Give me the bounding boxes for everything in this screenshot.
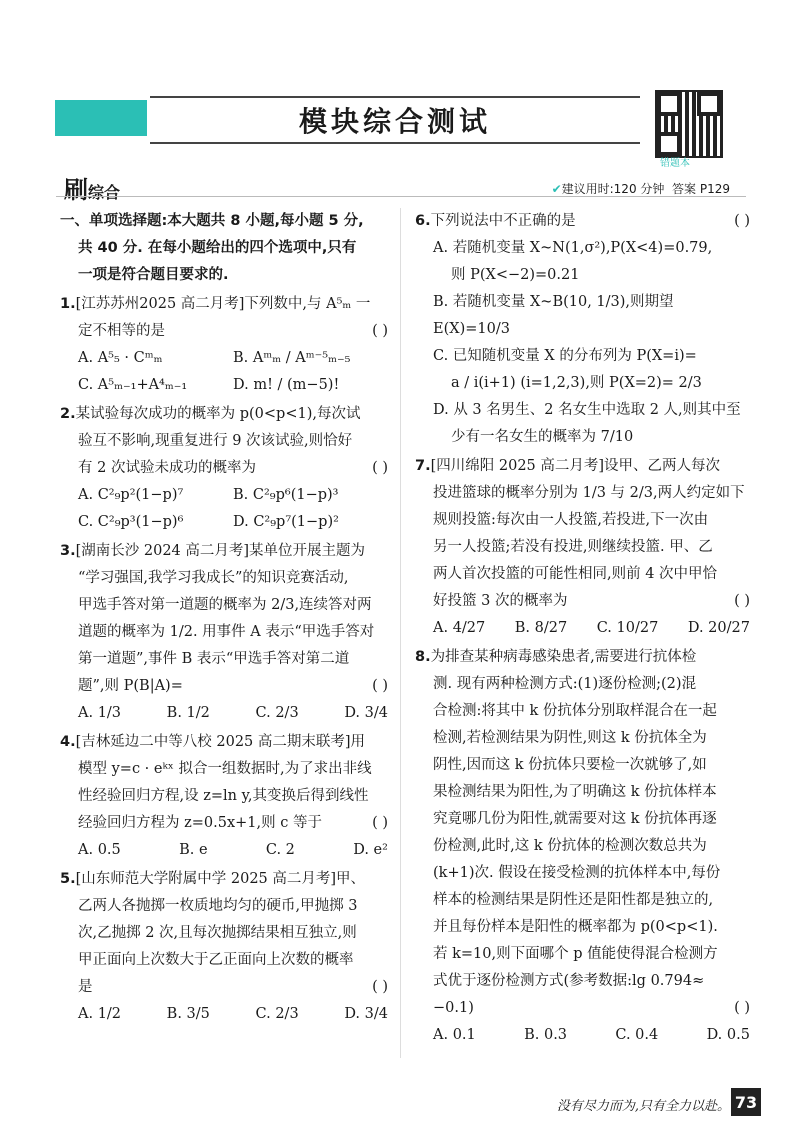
qr-corner: [657, 132, 681, 156]
option: A. A⁵₅ · Cᵐₘ: [78, 350, 163, 366]
question-text: 样本的检测结果是阴性还是阳性都是独立的,: [433, 892, 714, 908]
time-hint: [552, 180, 730, 197]
page-title-box: [150, 96, 640, 144]
option: C. 0.4: [615, 1027, 659, 1043]
option: D. e²: [353, 842, 388, 858]
question-text: 模型 y=c · eᵏˣ 拟合一组数据时,为了求出非线: [78, 761, 372, 777]
question-text: 甲选手答对第一道题的概率为 2/3,连续答对两: [78, 597, 372, 613]
question-text: −0.1): [433, 1000, 474, 1016]
question-text: 份检测,此时,这 k 份抗体的检测次数总共为: [433, 838, 707, 854]
option: A. 1/3: [78, 705, 122, 721]
question-text: (k+1)次. 假设在接受检测的抗体样本中,每份: [433, 865, 721, 881]
question-number: 1.: [60, 296, 76, 312]
qr-label: 错题本: [660, 158, 690, 169]
answer-blank: ( ): [734, 1000, 750, 1016]
title-accent-bar: [55, 100, 147, 136]
question-number: 7.: [415, 458, 431, 474]
divider: [56, 196, 746, 197]
page-number: 73: [731, 1088, 761, 1116]
question-text: 性经验回归方程,设 z=ln y,其变换后得到线性: [78, 788, 369, 804]
answer-blank: ( ): [372, 979, 388, 995]
option: a / i(i+1) (i=1,2,3),则 P(X=2)= 2/3: [451, 375, 702, 391]
option: 则 P(X<−2)=0.21: [451, 267, 580, 283]
qr-corner: [657, 92, 681, 116]
option: C. 2/3: [255, 705, 299, 721]
question-text: 道题的概率为 1/2. 用事件 A 表示“甲选手答对: [78, 624, 375, 640]
option: D. 20/27: [687, 620, 750, 636]
question-7: [415, 453, 750, 642]
page-title: 模块综合测试: [298, 105, 491, 138]
option: D. 3/4: [344, 1006, 388, 1022]
question-text: 第一道题”,事件 B 表示“甲选手答对第二道: [78, 651, 350, 667]
option: C. C²₉p³(1−p)⁶: [78, 514, 184, 530]
qr-corner: [697, 92, 721, 116]
question-text: 另一人投篮;若没有投进,则继续投篮. 甲、乙: [433, 539, 713, 555]
option: D. m! / (m−5)!: [233, 377, 340, 393]
question-6: [415, 208, 750, 451]
answer-blank: ( ): [372, 678, 388, 694]
question-text: [山东师范大学附属中学 2025 高二月考]甲、: [75, 871, 366, 887]
option: B. C²₉p⁶(1−p)³: [233, 487, 339, 503]
part-line: 一项是符合题目要求的.: [78, 267, 229, 283]
option: C. 已知随机变量 X 的分布列为 P(X=i)=: [433, 348, 697, 364]
check-icon: ✔: [551, 182, 562, 196]
option: A. 0.1: [433, 1027, 476, 1043]
question-text: 验互不影响,现重复进行 9 次该试验,则恰好: [78, 433, 353, 449]
question-text: [吉林延边二中等八校 2025 高二期末联考]用: [75, 734, 366, 750]
answer-blank: ( ): [372, 815, 388, 831]
option: B. 0.3: [524, 1027, 568, 1043]
option: C. A⁵ₘ₋₁+A⁴ₘ₋₁: [78, 377, 188, 393]
question-text: 规则投篮:每次由一人投篮,若投进,下一次由: [433, 512, 709, 528]
question-text: [四川绵阳 2025 高二月考]设甲、乙两人每次: [430, 458, 721, 474]
question-text: 阴性,因而这 k 份抗体只要检一次就够了,如: [433, 757, 707, 773]
option: A. C²₉p²(1−p)⁷: [78, 487, 184, 503]
question-number: 8.: [415, 649, 431, 665]
answer-ref: 答案 P129: [672, 182, 730, 196]
question-number: 5.: [60, 871, 76, 887]
question-text: 是: [78, 979, 93, 995]
question-text: [江苏苏州2025 高二月考]下列数中,与 A⁵ₘ 一: [75, 296, 371, 312]
question-text: 为排查某种病毒感染患者,需要进行抗体检: [430, 649, 697, 665]
answer-blank: ( ): [734, 213, 750, 229]
option: B. 8/27: [514, 620, 568, 636]
option: D. 从 3 名男生、2 名女生中选取 2 人,则其中至: [433, 402, 741, 418]
question-text: [湖南长沙 2024 高二月考]某单位开展主题为: [75, 543, 366, 559]
question-8: [415, 644, 750, 1049]
footer-motto: 没有尽力而为,只有全力以赴。: [556, 1099, 730, 1114]
option: A. 1/2: [78, 1006, 122, 1022]
question-text: 次,乙抛掷 2 次,且每次抛掷结果相互独立,则: [78, 925, 357, 941]
question-4: [60, 729, 388, 864]
option: B. Aᵐₘ / Aᵐ⁻⁵ₘ₋₅: [233, 350, 351, 366]
question-1: [60, 291, 388, 399]
column-divider: [400, 208, 401, 1058]
option: C. 10/27: [596, 620, 659, 636]
question-text: 有 2 次试验未成功的概率为: [78, 460, 256, 476]
question-text: 合检测:将其中 k 份抗体分别取样混合在一起: [433, 703, 717, 719]
time-text: 建议用时:120 分钟: [561, 182, 665, 196]
option: A. 若随机变量 X~N(1,σ²),P(X<4)=0.79,: [433, 240, 713, 256]
option: 少有一名女生的概率为 7/10: [451, 429, 634, 445]
question-text: 检测,若检测结果为阴性,则这 k 份抗体全为: [433, 730, 707, 746]
question-text: 究竟哪几份为阳性,就需要对这 k 份抗体再逐: [433, 811, 717, 827]
question-text: 两人首次投篮的可能性相同,则前 4 次中甲恰: [433, 566, 718, 582]
option: C. 2/3: [255, 1006, 299, 1022]
question-text: 乙两人各抛掷一枚质地均匀的硬币,甲抛掷 3: [78, 898, 358, 914]
question-text: 下列说法中不正确的是: [430, 213, 576, 229]
qr-code[interactable]: [655, 90, 723, 158]
option: B. 3/5: [166, 1006, 210, 1022]
question-text: 题”,则 P(B|A)=: [78, 678, 183, 694]
section-label: 综合: [88, 183, 121, 202]
option: B. e: [179, 842, 208, 858]
question-text: 定不相等的是: [78, 323, 165, 339]
part-line: 共 40 分. 在每小题给出的四个选项中,只有: [78, 240, 357, 256]
question-text: 投进篮球的概率分别为 1/3 与 2/3,两人约定如下: [433, 485, 745, 501]
question-text: 测. 现有两种检测方式:(1)逐份检测;(2)混: [433, 676, 697, 692]
question-2: [60, 401, 388, 536]
section-heading: [64, 170, 120, 205]
question-text: 若 k=10,则下面哪个 p 值能使得混合检测方: [433, 946, 718, 962]
question-text: 经验回归方程为 z=0.5x+1,则 c 等于: [78, 815, 322, 831]
question-text: 式优于逐份检测方式(参考数据:lg 0.794≈: [433, 973, 705, 989]
question-number: 6.: [415, 213, 431, 229]
question-5: [60, 866, 388, 1028]
question-text: “学习强国,我学习我成长”的知识竞赛活动,: [78, 570, 349, 586]
option: A. 0.5: [78, 842, 121, 858]
question-text: 甲正面向上次数大于乙正面向上次数的概率: [78, 952, 354, 968]
option: A. 4/27: [433, 620, 486, 636]
right-column: [415, 208, 750, 1051]
question-3: [60, 538, 388, 727]
option: B. 1/2: [166, 705, 210, 721]
section-mark: 刷: [64, 176, 88, 204]
question-number: 2.: [60, 406, 76, 422]
left-column: [60, 208, 388, 1030]
part-line: 一、单项选择题:本大题共 8 小题,每小题 5 分,: [60, 213, 364, 229]
question-text: 某试验每次成功的概率为 p(0<p<1),每次试: [75, 406, 361, 422]
question-text: 并且每份样本是阳性的概率都为 p(0<p<1).: [433, 919, 718, 935]
answer-blank: ( ): [372, 323, 388, 339]
answer-blank: ( ): [734, 593, 750, 609]
question-number: 3.: [60, 543, 76, 559]
option: D. C²₉p⁷(1−p)²: [233, 514, 339, 530]
part-heading: [60, 208, 388, 289]
option: B. 若随机变量 X~B(10, 1/3),则期望 E(X)=10/3: [433, 294, 674, 337]
answer-blank: ( ): [372, 460, 388, 476]
option: C. 2: [265, 842, 295, 858]
option: D. 3/4: [344, 705, 388, 721]
question-text: 果检测结果为阳性,为了明确这 k 份抗体样本: [433, 784, 717, 800]
question-number: 4.: [60, 734, 76, 750]
question-text: 好投篮 3 次的概率为: [433, 593, 568, 609]
option: D. 0.5: [706, 1027, 750, 1043]
